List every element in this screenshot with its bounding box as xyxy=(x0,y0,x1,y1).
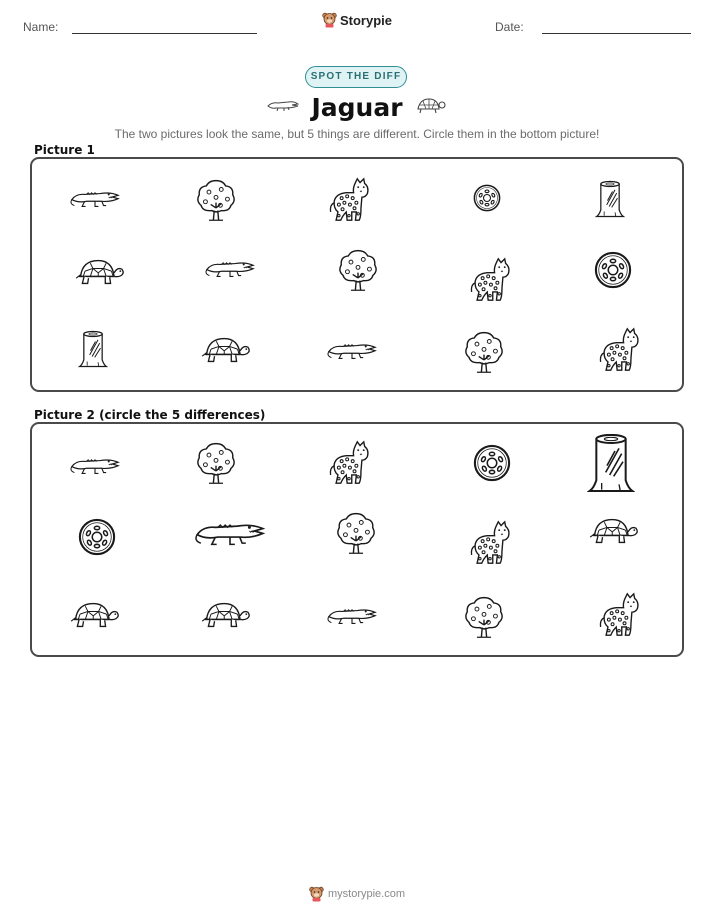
name-label: Name: xyxy=(23,20,59,34)
jaguar-icon[interactable] xyxy=(597,327,641,373)
alligator-drawing xyxy=(326,337,378,361)
turtle-icon[interactable] xyxy=(74,257,126,287)
instructions: The two pictures look the same, but 5 things are different. Circle them in the bottom picture! xyxy=(114,127,600,141)
turtle-icon[interactable] xyxy=(200,335,252,365)
jaguar-icon[interactable] xyxy=(327,177,371,223)
stump-drawing xyxy=(587,432,635,494)
alligator-icon[interactable] xyxy=(326,602,378,626)
bear-mascot-icon xyxy=(322,12,337,28)
turtle-icon[interactable] xyxy=(200,600,252,630)
jaguar-drawing xyxy=(597,327,641,373)
tree-drawing xyxy=(462,594,506,640)
picture-2-panel[interactable] xyxy=(30,422,684,657)
brand-logo xyxy=(0,12,714,33)
brand-name: Storypie xyxy=(339,12,392,28)
jaguar-drawing xyxy=(468,520,512,566)
tire-icon[interactable] xyxy=(473,444,511,482)
tree-icon[interactable] xyxy=(336,247,380,293)
footer-url[interactable]: mystorypie.com xyxy=(327,888,406,900)
jaguar-icon[interactable] xyxy=(468,520,512,566)
alligator-icon[interactable] xyxy=(69,452,121,476)
date-line[interactable] xyxy=(542,33,691,34)
tree-drawing xyxy=(194,177,238,223)
stump-drawing xyxy=(595,177,625,221)
alligator-drawing xyxy=(204,255,256,279)
tree-drawing xyxy=(194,440,238,486)
stump-icon[interactable] xyxy=(78,327,108,371)
jaguar-drawing xyxy=(327,177,371,223)
turtle-icon[interactable] xyxy=(588,516,640,546)
jaguar-icon[interactable] xyxy=(597,592,641,638)
alligator-icon[interactable] xyxy=(204,255,256,279)
turtle-icon xyxy=(414,95,446,115)
tire-icon[interactable] xyxy=(594,251,632,289)
tree-icon[interactable] xyxy=(462,594,506,640)
turtle-drawing xyxy=(200,600,252,630)
stump-icon[interactable] xyxy=(587,432,635,494)
tire-drawing xyxy=(473,444,511,482)
turtle-icon[interactable] xyxy=(69,600,121,630)
turtle-drawing xyxy=(69,600,121,630)
picture-1-panel[interactable] xyxy=(30,157,684,392)
picture-1-label: Picture 1 xyxy=(34,143,95,157)
alligator-drawing xyxy=(69,452,121,476)
jaguar-drawing xyxy=(468,257,512,303)
tire-drawing xyxy=(473,179,501,217)
footer xyxy=(0,886,714,905)
alligator-icon[interactable] xyxy=(69,185,121,209)
tree-drawing xyxy=(462,329,506,375)
jaguar-icon[interactable] xyxy=(327,440,371,486)
date-label: Date: xyxy=(495,20,524,34)
stump-drawing xyxy=(78,327,108,371)
tree-icon[interactable] xyxy=(462,329,506,375)
tree-drawing xyxy=(336,247,380,293)
stump-icon[interactable] xyxy=(595,177,625,221)
activity-badge: SPOT THE DIFF xyxy=(305,66,407,88)
tree-icon[interactable] xyxy=(334,510,378,556)
tree-drawing xyxy=(334,510,378,556)
name-line[interactable] xyxy=(72,33,257,34)
turtle-drawing xyxy=(200,335,252,365)
tire-drawing xyxy=(594,251,632,289)
tire-icon[interactable] xyxy=(78,518,116,556)
jaguar-drawing xyxy=(327,440,371,486)
turtle-drawing xyxy=(588,516,640,546)
tire-drawing xyxy=(78,518,116,556)
jaguar-drawing xyxy=(597,592,641,638)
jaguar-icon[interactable] xyxy=(468,257,512,303)
alligator-drawing xyxy=(69,185,121,209)
picture-2-label: Picture 2 (circle the 5 differences) xyxy=(34,408,266,422)
page-title: Jaguar xyxy=(311,93,403,122)
turtle-drawing xyxy=(74,257,126,287)
bear-mascot-icon xyxy=(309,886,324,902)
tire-icon[interactable] xyxy=(473,179,501,217)
tree-icon[interactable] xyxy=(194,440,238,486)
alligator-drawing xyxy=(192,514,268,548)
alligator-icon[interactable] xyxy=(326,337,378,361)
tree-icon[interactable] xyxy=(194,177,238,223)
alligator-icon[interactable] xyxy=(192,514,268,548)
alligator-drawing xyxy=(326,602,378,626)
